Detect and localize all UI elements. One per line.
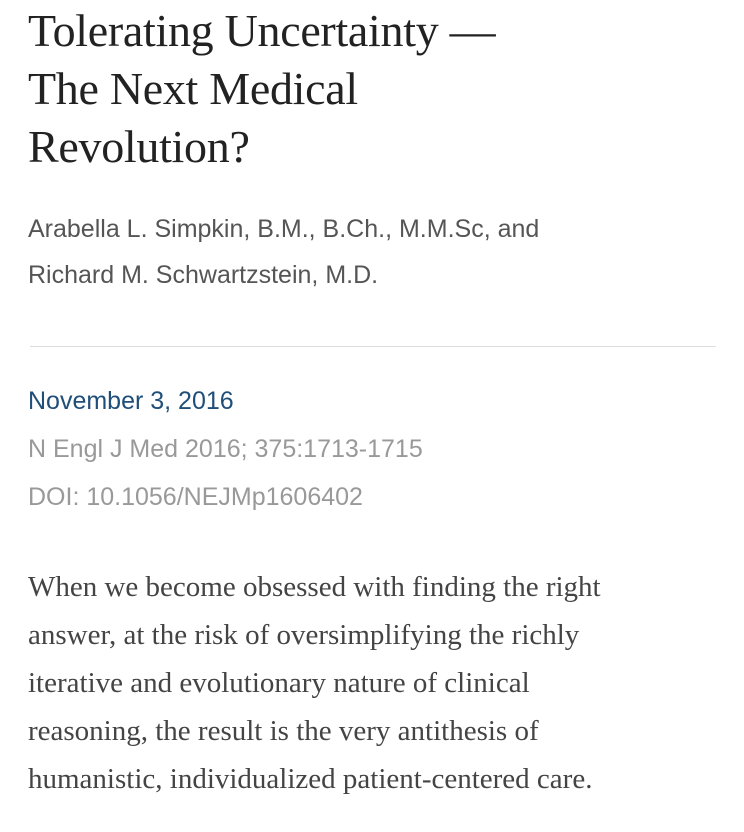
abstract-line: reasoning, the result is the very antithesis of (28, 715, 539, 747)
journal-citation: N Engl J Med 2016; 375:1713-1715 (28, 435, 423, 463)
doi-text: DOI: 10.1056/NEJMp1606402 (28, 483, 363, 511)
author-line: Richard M. Schwartzstein, M.D. (28, 261, 379, 289)
article-authors (28, 206, 718, 298)
article-title (28, 0, 718, 176)
publication-date-link[interactable]: November 3, 2016 (28, 387, 234, 415)
article-meta (28, 377, 718, 521)
article-abstract (28, 563, 718, 803)
abstract-line: answer, at the risk of oversimplifying the richly (28, 619, 580, 651)
article-page (28, 0, 718, 803)
abstract-line: When we become obsessed with finding the right (28, 571, 601, 603)
title-line: Tolerating Uncertainty — (28, 5, 496, 56)
abstract-line: iterative and evolutionary nature of clinical (28, 667, 530, 699)
abstract-line: humanistic, individualized patient-centered care. (28, 763, 593, 795)
divider (30, 346, 716, 347)
title-line: The Next Medical (28, 63, 358, 114)
author-line: Arabella L. Simpkin, B.M., B.Ch., M.M.Sc, and (28, 215, 540, 243)
title-line: Revolution? (28, 121, 250, 172)
